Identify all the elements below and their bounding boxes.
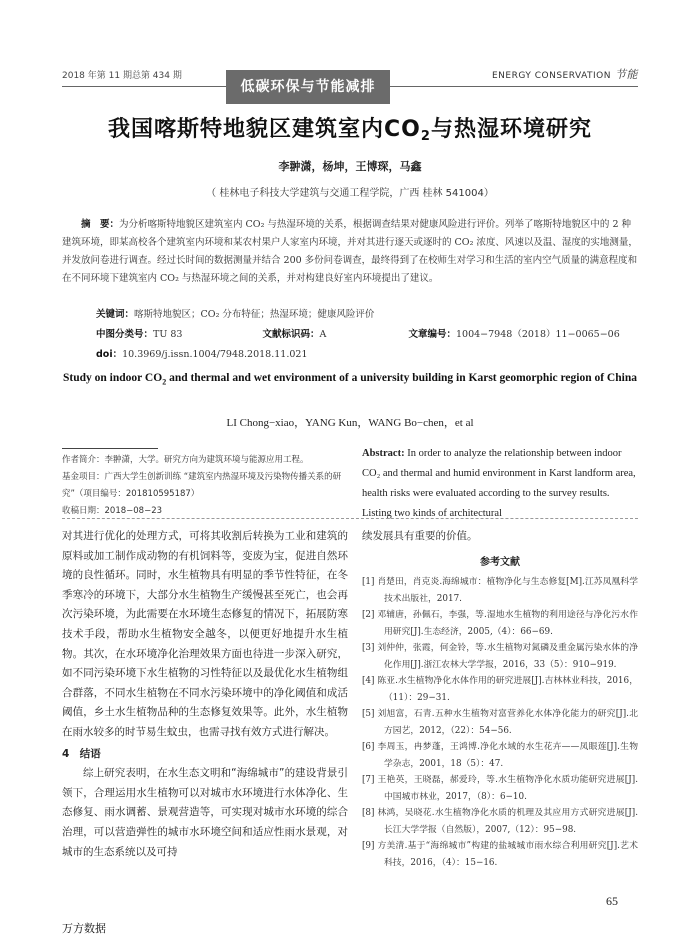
reference-item: [9] 方美清.基于“海绵城市”构建的盐城城市雨水综合利用研究[J].艺术科技，2016，（4）：15−16. bbox=[362, 841, 638, 868]
reference-item: [7] 王艳英，王晓磊，郝爱玲，等.水生植物净化水质功能研究进展[J].中国城市林业，2017，（8）：6−10. bbox=[362, 775, 638, 802]
reference-item: [6] 李周玉，冉梦蓬，王鸿博.净化水域的水生花卉——凤眼莲[J].生物学杂志，2001，18（5）：47. bbox=[362, 742, 638, 769]
body-right-column bbox=[362, 527, 638, 871]
journal-name-cn: 节能 bbox=[615, 68, 638, 81]
reference-item: [8] 林鸿，吴晓花.水生植物净化水质的机理及其应用方式研究进展[J].长江大学学报（自然版），2007,（12）：95−98. bbox=[362, 808, 638, 835]
body-paragraph: 续发展具有重要的价值。 bbox=[362, 530, 478, 542]
reference-item: [4] 陈亚.水生植物净化水体作用的研究进展[J].吉林林业科技，2016，（11）：29−31. bbox=[362, 676, 638, 703]
keywords: 关键词：喀斯特地貌区；CO₂ 分布特征；热湿环境；健康风险评价 bbox=[96, 309, 375, 320]
affiliation: （ 桂林电子科技大学建筑与交通工程学院，广西 桂林 541004） bbox=[206, 188, 494, 199]
english-abstract: Abstract: In order to analyze the relationship between indoor CO₂ and thermal and humid environment in Karst landform area, health risks were evaluated according to the survey results. Listing two kinds of architectural bbox=[362, 448, 636, 519]
reference-item: [3] 刘仲仲，张霞，何金铃，等.水生植物对氮磷及重金属污染水体的净化作用[J].浙江农林大学学报，2016，33（5）：910−919. bbox=[362, 643, 638, 670]
page-number: 65 bbox=[606, 894, 618, 908]
footnotes: 作者简介：李翀潇，大学。研究方向为建筑环境与能源应用工程。 基金项目：广西大学生创新训练 “建筑室内热湿环境及污染物传播关系的研究”（项目编号：201810595187） 收稿日期：2018−08−23 bbox=[62, 455, 342, 516]
body-paragraph: 综上研究表明，在水生态文明和“海绵城市”的建设背景引领下，合理运用水生植物可以对城市水环境进行水体净化、生态修复、雨水调蓄、景观营造等，可实现对城市水环境的综合治理，可以营造弹性的城市水环境空间和适应性雨水景观，对城市的生态系统以及可持 bbox=[62, 767, 348, 858]
references-heading: 参考文献 bbox=[480, 556, 520, 568]
footnote-rule bbox=[62, 448, 158, 449]
classification-line: 中图分类号：TU 83 文献标识码：A 文章编号：1004−7948（2018）11−0065−06 bbox=[96, 329, 620, 340]
paper-title: 我国喀斯特地貌区建筑室内$CO_2$与热湿环境研究 bbox=[108, 117, 592, 144]
abstract-label: 摘 要： bbox=[81, 219, 120, 230]
doi: doi：10.3969/j.issn.1004/7948.2018.11.021 bbox=[96, 349, 308, 360]
section-banner: 低碳环保与节能减排 bbox=[226, 70, 390, 104]
issue-info: 2018 年第 11 期总第 434 期 bbox=[62, 71, 182, 81]
journal-name: ENERGY CONSERVATION 节能 bbox=[491, 68, 638, 81]
english-title: Study on indoor $CO_2$ and thermal and wet environment of a university building in Karst geomorphic region of China bbox=[63, 372, 637, 387]
body-left-column bbox=[62, 527, 348, 862]
reference-item: [1] 肖楚田，肖克炎.海绵城市：植物净化与生态修复[M].江苏凤凰科学技术出版社，2017. bbox=[362, 577, 638, 604]
body-paragraph: 对其进行优化的处理方式，可将其收割后转换为工业和建筑的原料或加工制作成动物的有机饲料等，变废为宝，促进自然环境的良性循环。同时，水生植物具有明显的季节性特征，在冬季寒冷的环境下，大部分水生植物生产缓慢甚至死亡，也会再次污染环境，为此需要在水环境生态修复的情况下，拓展防寒技术手段，帮助水生植物安全越冬，以便更好地提升水生植物。其次，在水环境净化治理效果方面也待进一步深入研究，如不同污染环境下水生植物的习性特征以及最优化水生植物组合群落，不同水生植物在不同水污染环境中的净化阈值和成活阈值，乡土水生植物品种的生态修复效果等。此外，水生植物在雨水较多的时节易生蚊虫，也需寻找有效方式进行解决。 bbox=[62, 530, 348, 738]
abstract-cn: 摘 要：为分析喀斯特地貌区建筑室内 CO₂ 与热湿环境的关系，根据调查结果对健康风险进行评价。列举了喀斯特地貌区中的 2 种建筑环境，即某高校各个建筑室内环境和某农村果户人家室内环境，并对其进行逐天或逐时的 CO₂ 浓度、风速以及温、湿度的实地测量，并发放问卷进行调查。经过长时间的数据测量并结合 200 多份问卷调查，最终得到了在校师生对学习和生活的室内空气质量的满意程度和在不同环境下建筑室内 CO₂ 与热湿环境之间的关系，并对构建良好室内环境提出了建议。 bbox=[62, 219, 638, 284]
watermark-text: 万方数据 bbox=[62, 922, 106, 935]
reference-item: [5] 刘旭富，石青.五种水生植物对富营养化水体净化能力的研究[J].北方园艺，2012，（22）：54−56. bbox=[362, 709, 638, 736]
section-divider bbox=[62, 518, 638, 519]
english-authors: LI Chong−xiao，YANG Kun，WANG Bo−chen，et al bbox=[226, 417, 474, 429]
section-heading: 4 结语 bbox=[62, 747, 101, 760]
authors: 李翀潇，杨坤，王博琛，马鑫 bbox=[278, 160, 422, 173]
reference-item: [2] 邓辅唐，孙佩石，李强，等.湿地水生植物的利用途径与净化污水作用研究[J].生态经济，2005,（4）：66−69. bbox=[362, 610, 638, 637]
